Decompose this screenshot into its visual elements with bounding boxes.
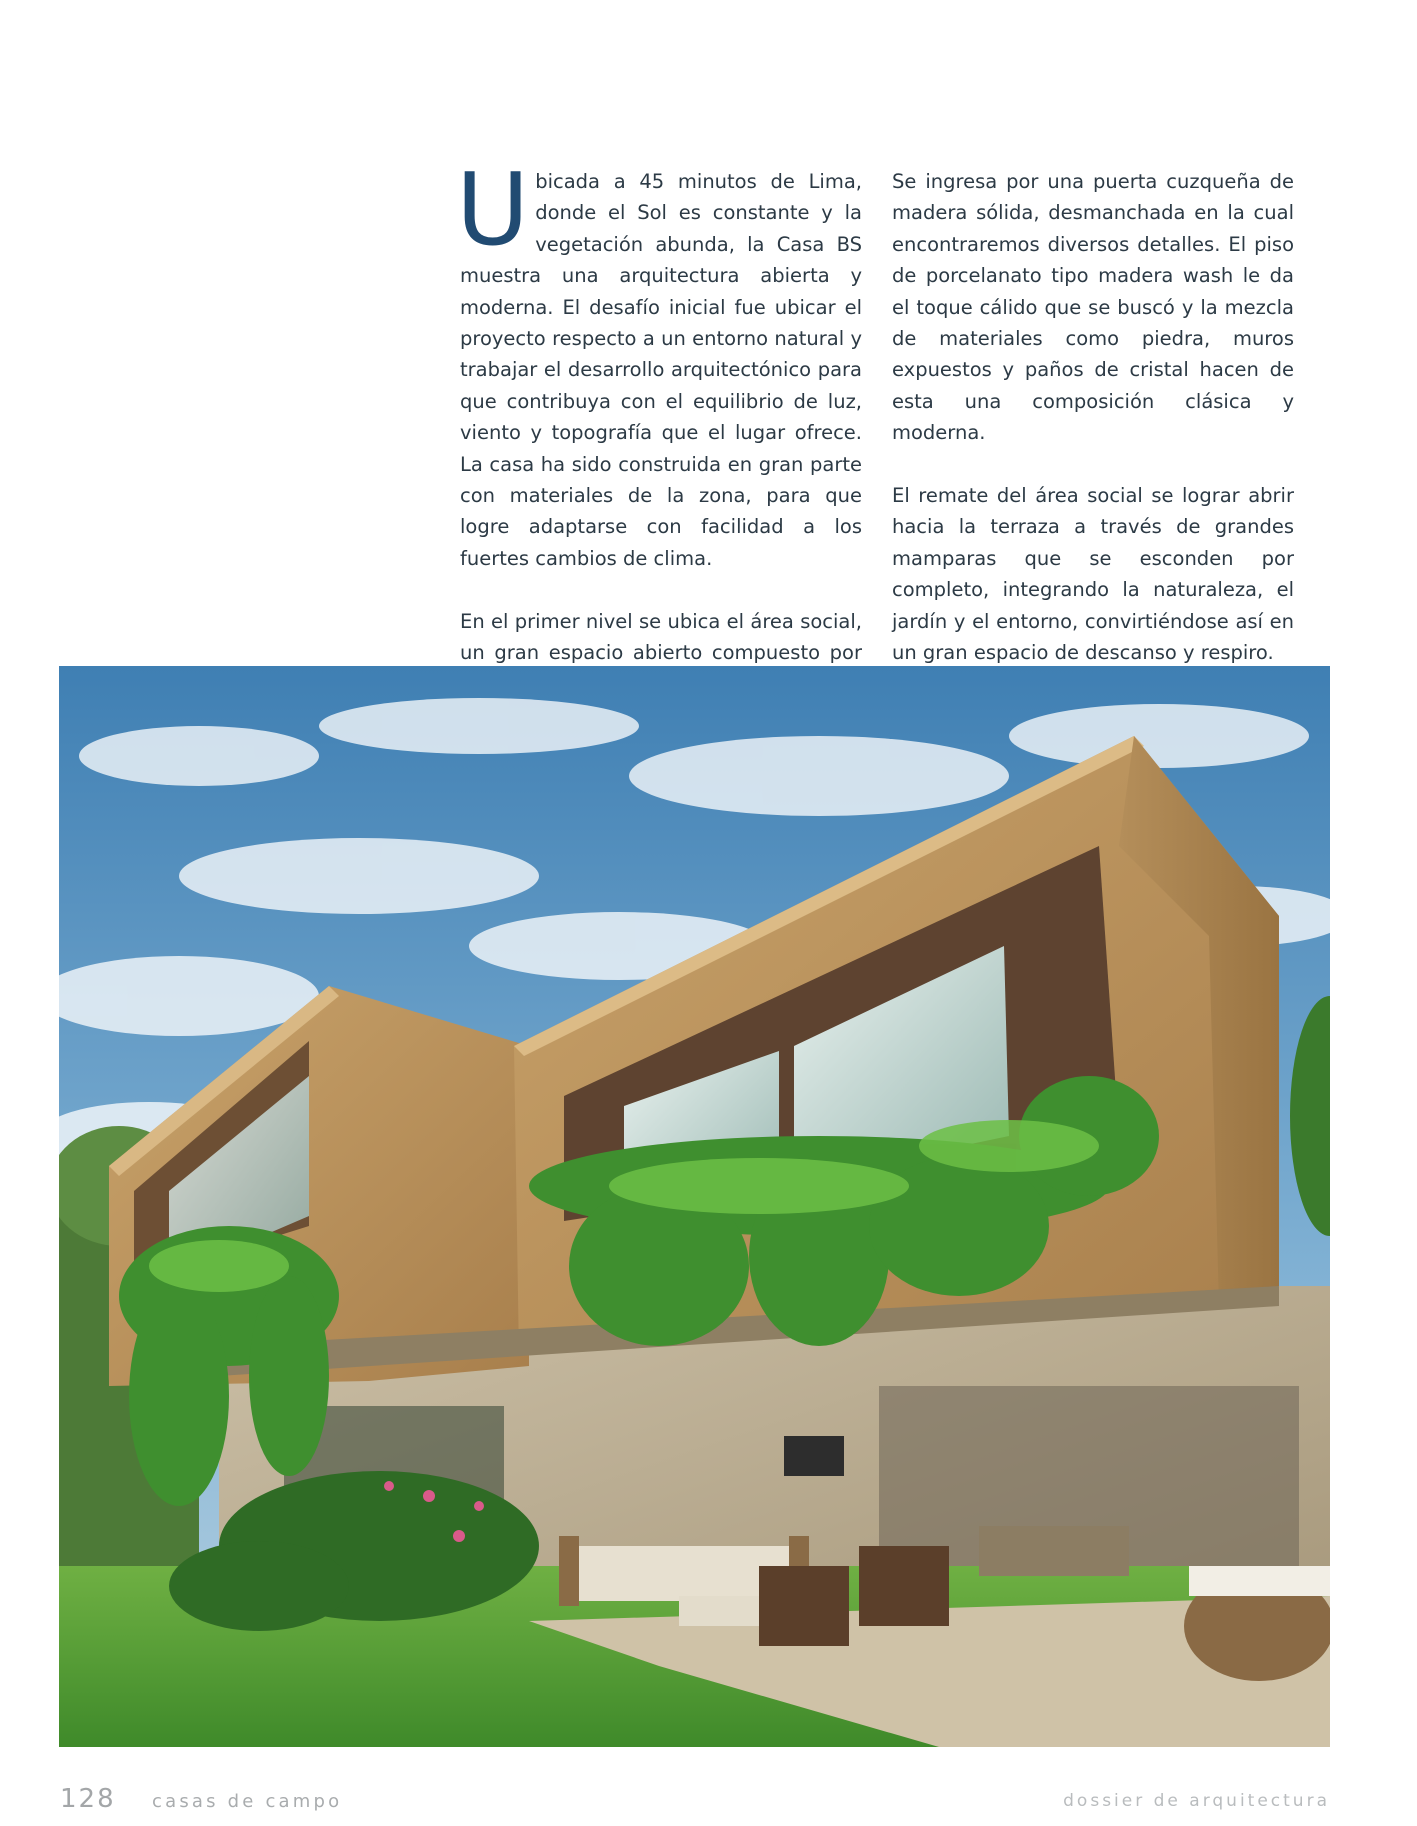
magazine-title: casas de campo bbox=[152, 1791, 343, 1812]
paragraph-text: bicada a 45 minutos de Lima, donde el Sol es constante y la vegetación abunda, la Casa BS muestra una arquitectura abierta y moderna. El desafío inicial fue ubicar el proyecto respecto a un entorno natural y trabajar el desarrollo arquitectónico para que contribuya con el equilibrio de luz, viento y topografía que el lugar ofrece. La casa ha sido construida en gran parte con materiales de la zona, para que logre adaptarse con facilidad a los fuertes cambios de clima. bbox=[460, 170, 862, 570]
article-column-left bbox=[456, 151, 862, 700]
page-number: 128 bbox=[60, 1784, 116, 1814]
paragraph bbox=[456, 151, 862, 574]
dropcap-letter: U bbox=[456, 151, 530, 268]
house-photo-illustration bbox=[59, 666, 1330, 1747]
section-title: dossier de arquitectura bbox=[1063, 1791, 1330, 1811]
paragraph: Se ingresa por una puerta cuzqueña de madera sólida, desmanchada en la cual encontraremos diversos detalles. El piso de porcelanato tipo madera wash le da el toque cálido que se buscó y la mezcla de materiales como piedra, muros expuestos y paños de cristal hacen de esta una composición clásica y moderna. bbox=[892, 170, 1294, 445]
paragraph: El remate del área social se lograr abrir hacia la terraza a través de grandes mamparas que se esconden por completo, integrando la naturaleza, el jardín y el entorno, convirtiéndose así en un gran espacio de descanso y respiro. bbox=[892, 484, 1294, 665]
paragraph: En el primer nivel se ubica el área social, un gran espacio abierto compuesto por bbox=[460, 609, 862, 665]
article-column-right bbox=[892, 166, 1294, 668]
house-photo bbox=[59, 666, 1330, 1747]
